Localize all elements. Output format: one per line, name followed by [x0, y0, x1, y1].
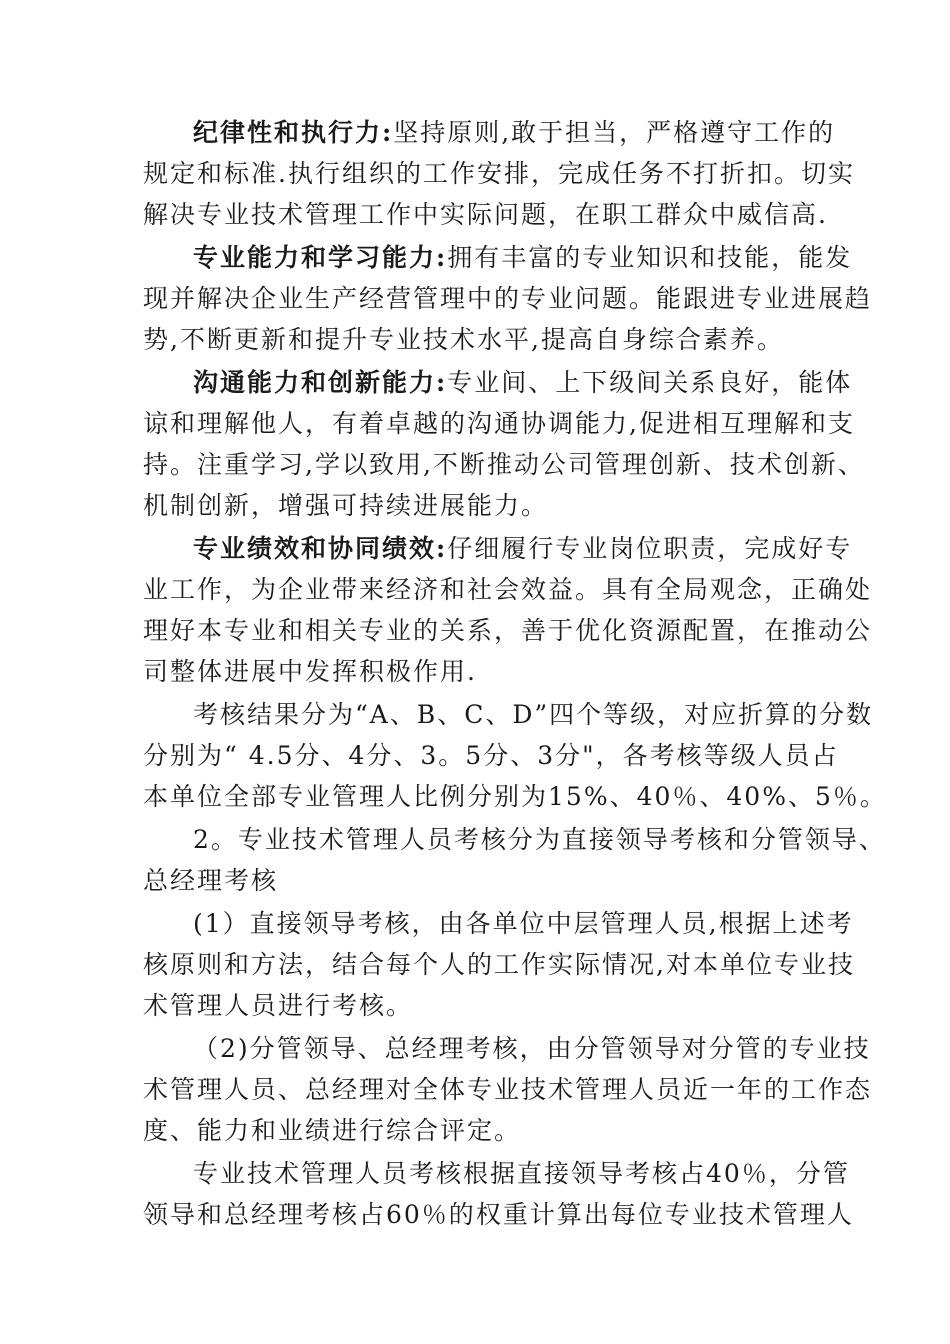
paragraph-discipline-line-3: 解决专业技术管理工作中实际问题，在职工群众中威信高. — [143, 200, 828, 229]
paragraph-manager-line-1: （2)分管领导、总经理考核，由分管领导对分管的专业技 — [193, 1034, 871, 1063]
paragraph-manager-line-3: 度、能力和业绩进行综合评定。 — [143, 1116, 522, 1145]
paragraph-manager-line-2: 术管理人员、总经理对全体专业技术管理人员近一年的工作态 — [143, 1075, 873, 1104]
paragraph-direct-leader-line-2: 核原则和方法，结合每个人的工作实际情况,对本单位专业技 — [143, 950, 855, 979]
heading-discipline: 纪律性和执行力: — [193, 118, 394, 147]
paragraph-grades-line-1: 考核结果分为“A、B、C、D”四个等级，对应折算的分数 — [193, 700, 874, 729]
paragraph-communication-line-1 — [193, 365, 852, 401]
paragraph-direct-leader-line-3: 术管理人员进行考核。 — [143, 991, 414, 1020]
paragraph-grades-line-2: 分别为“ 4.5分、4分、3。5分、3分"，各考核等级人员占 — [143, 741, 839, 770]
paragraph-grades-line-3: 本单位全部专业管理人比例分别为15%、40％、40%、5％。 — [143, 782, 887, 811]
paragraph-performance-line-2: 业工作，为企业带来经济和社会效益。具有全局观念，正确处 — [143, 575, 873, 604]
heading-performance: 专业绩效和协同绩效: — [193, 534, 448, 563]
paragraph-discipline-line-1 — [193, 115, 835, 151]
paragraph-assessment-line-1: 2。专业技术管理人员考核分为直接领导考核和分管领导、 — [193, 825, 886, 854]
paragraph-performance-line-1 — [193, 531, 852, 567]
text: 专业间、上下级间关系良好，能体 — [447, 368, 853, 397]
text: 仔细履行专业岗位职责，完成好专 — [447, 534, 853, 563]
paragraph-performance-line-3: 理好本专业和相关专业的关系，善于优化资源配置，在推动公 — [143, 616, 873, 645]
paragraph-weighting-line-2: 领导和总经理考核占60％的权重计算出每位专业技术管理人 — [143, 1200, 854, 1229]
heading-ability: 专业能力和学习能力: — [193, 243, 448, 272]
paragraph-discipline-line-2: 规定和标准.执行组织的工作安排，完成任务不打折扣。切实 — [143, 159, 855, 188]
paragraph-weighting-line-1: 专业技术管理人员考核根据直接领导考核占40％，分管 — [193, 1159, 850, 1188]
paragraph-assessment-line-2: 总经理考核 — [143, 866, 279, 895]
paragraph-performance-line-4: 司整体进展中发挥积极作用. — [143, 657, 477, 686]
paragraph-direct-leader-line-1: (1）直接领导考核，由各单位中层管理人员,根据上述考 — [193, 909, 854, 938]
paragraph-ability-line-1 — [193, 240, 852, 276]
text: 拥有丰富的专业知识和技能，能发 — [447, 243, 853, 272]
paragraph-communication-line-4: 机制创新，增强可持续进展能力。 — [143, 491, 549, 520]
paragraph-ability-line-2: 现并解决企业生产经营管理中的专业问题。能跟进专业进展趋 — [143, 284, 873, 313]
paragraph-communication-line-3: 持。注重学习,学以致用,不断推动公司管理创新、技术创新、 — [143, 450, 865, 479]
paragraph-communication-line-2: 谅和理解他人，有着卓越的沟通协调能力,促进相互理解和支 — [143, 409, 855, 438]
heading-communication: 沟通能力和创新能力: — [193, 368, 448, 397]
text: 坚持原则,敢于担当，严格遵守工作的 — [393, 118, 836, 147]
paragraph-ability-line-3: 势,不断更新和提升专业技术水平,提高自身综合素养。 — [143, 325, 784, 354]
